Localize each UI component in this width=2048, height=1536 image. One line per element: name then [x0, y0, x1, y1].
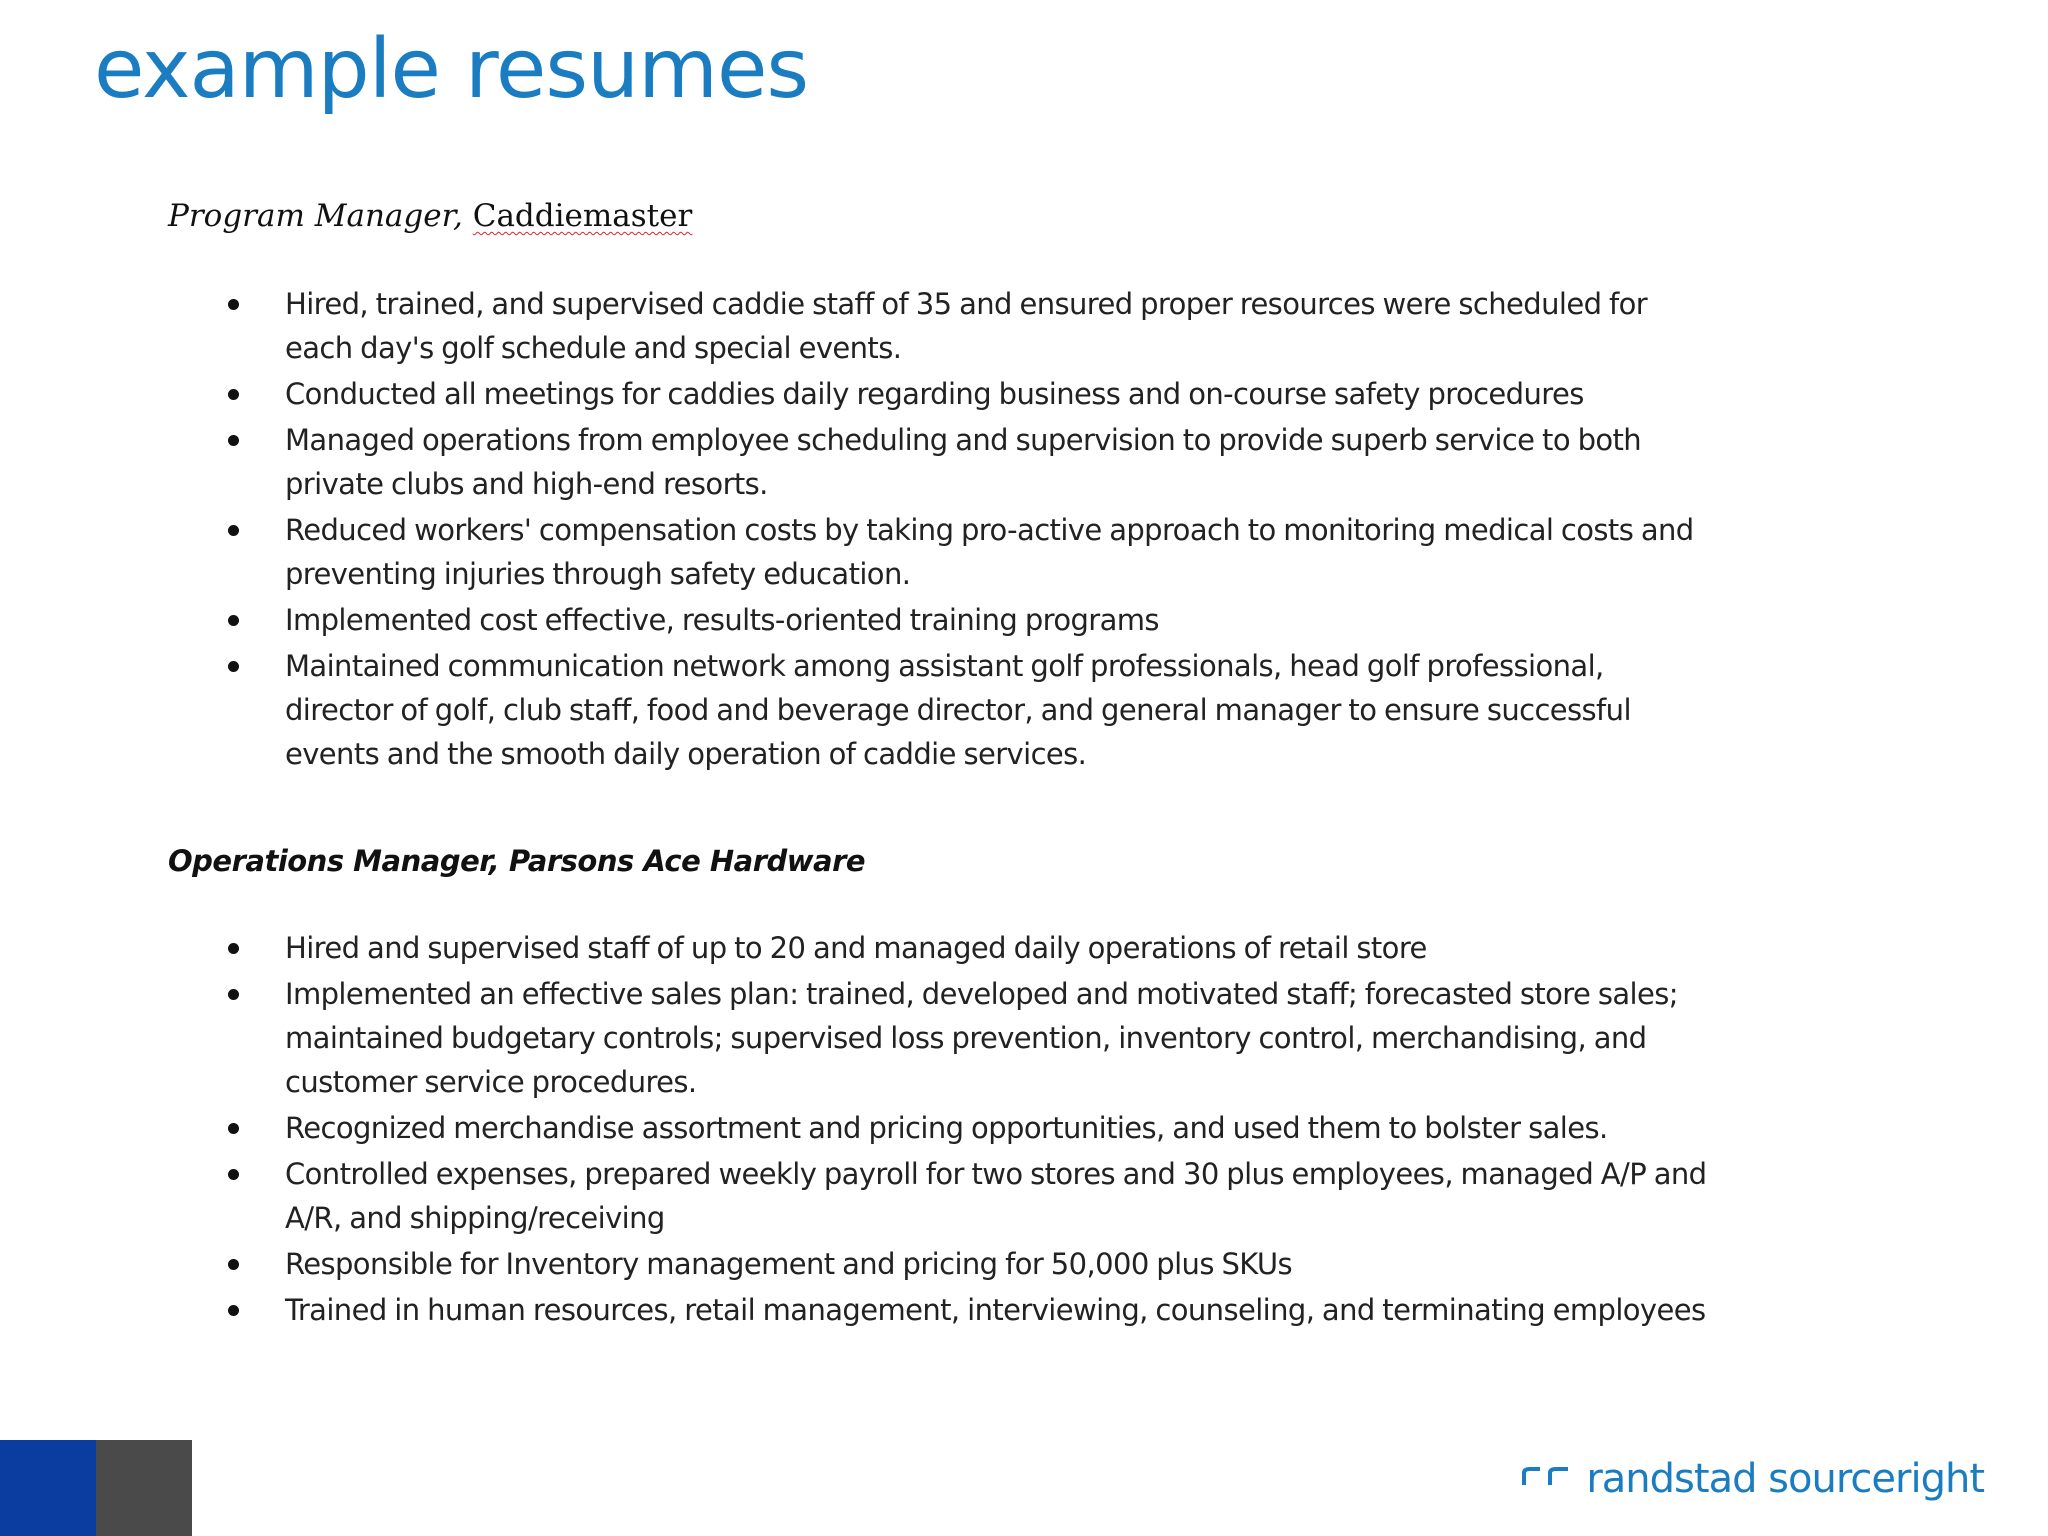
bullet-text: Recognized merchandise assortment and pricing opportunities, and used them to bolster sales.	[285, 1111, 1608, 1145]
job-role-1: Program Manager,	[168, 198, 463, 234]
bullet-text: Reduced workers' compensation costs by taking pro-active approach to monitoring medical costs and preventing injuries through safety education.	[285, 513, 1694, 591]
brand-logo	[1522, 1456, 1984, 1502]
job-title-1	[168, 198, 1708, 234]
bullet-text: Maintained communication network among assistant golf professionals, head golf professional, director of golf, club staff, food and beverage director, and general manager to ensure successful events and the smooth daily operation of caddie services.	[285, 649, 1631, 771]
footer-blue-block	[0, 1440, 96, 1536]
job-bullets-1	[168, 282, 1708, 776]
bullet-icon	[228, 389, 239, 400]
bullet-text: Responsible for Inventory management and pricing for 50,000 plus SKUs	[285, 1247, 1293, 1281]
bullet-icon	[228, 615, 239, 626]
slide-title: example resumes	[94, 22, 809, 117]
bullet-icon	[228, 435, 239, 446]
job-company-1: Caddiemaster	[472, 198, 693, 234]
bullet-item	[168, 644, 1708, 776]
bullet-icon	[228, 989, 239, 1000]
footer-gray-block	[96, 1440, 192, 1536]
bullet-text: Hired and supervised staff of up to 20 and managed daily operations of retail store	[285, 931, 1427, 965]
bullet-text: Controlled expenses, prepared weekly payroll for two stores and 30 plus employees, managed A/P and A/R, and shipping/receiving	[285, 1157, 1707, 1235]
bullet-item	[168, 418, 1708, 506]
bullet-item	[168, 1288, 1708, 1332]
bullet-icon	[228, 1169, 239, 1180]
resume-excerpt	[168, 198, 1708, 1334]
bullet-item	[168, 282, 1708, 370]
bullet-icon	[228, 1259, 239, 1270]
bullet-icon	[228, 1305, 239, 1316]
bullet-item	[168, 1152, 1708, 1240]
bullet-icon	[228, 299, 239, 310]
bullet-text: Conducted all meetings for caddies daily regarding business and on-course safety procedures	[285, 377, 1584, 411]
bullet-item	[168, 508, 1708, 596]
bullet-text: Trained in human resources, retail management, interviewing, counseling, and terminating employees	[285, 1293, 1706, 1327]
bullet-text: Implemented cost effective, results-oriented training programs	[285, 603, 1159, 637]
bullet-item	[168, 372, 1708, 416]
bullet-icon	[228, 1123, 239, 1134]
job-title-2: Operations Manager, Parsons Ace Hardware	[168, 844, 866, 878]
bullet-icon	[228, 661, 239, 672]
job-bullets-2	[168, 926, 1708, 1332]
brand-name: randstad sourceright	[1586, 1456, 1984, 1502]
bullet-text: Managed operations from employee scheduling and supervision to provide superb service to both private clubs and high-end resorts.	[285, 423, 1642, 501]
randstad-logo-icon	[1522, 1465, 1574, 1493]
bullet-icon	[228, 525, 239, 536]
bullet-icon	[228, 943, 239, 954]
bullet-item	[168, 926, 1708, 970]
bullet-item	[168, 972, 1708, 1104]
bullet-text: Implemented an effective sales plan: trained, developed and motivated staff; forecasted store sales; maintained budgetary controls; supervised loss prevention, inventory control, merchandising, and customer service procedures.	[285, 977, 1678, 1099]
bullet-item	[168, 1242, 1708, 1286]
bullet-text: Hired, trained, and supervised caddie staff of 35 and ensured proper resources were scheduled for each day's golf schedule and special events.	[285, 287, 1648, 365]
bullet-item	[168, 598, 1708, 642]
bullet-item	[168, 1106, 1708, 1150]
